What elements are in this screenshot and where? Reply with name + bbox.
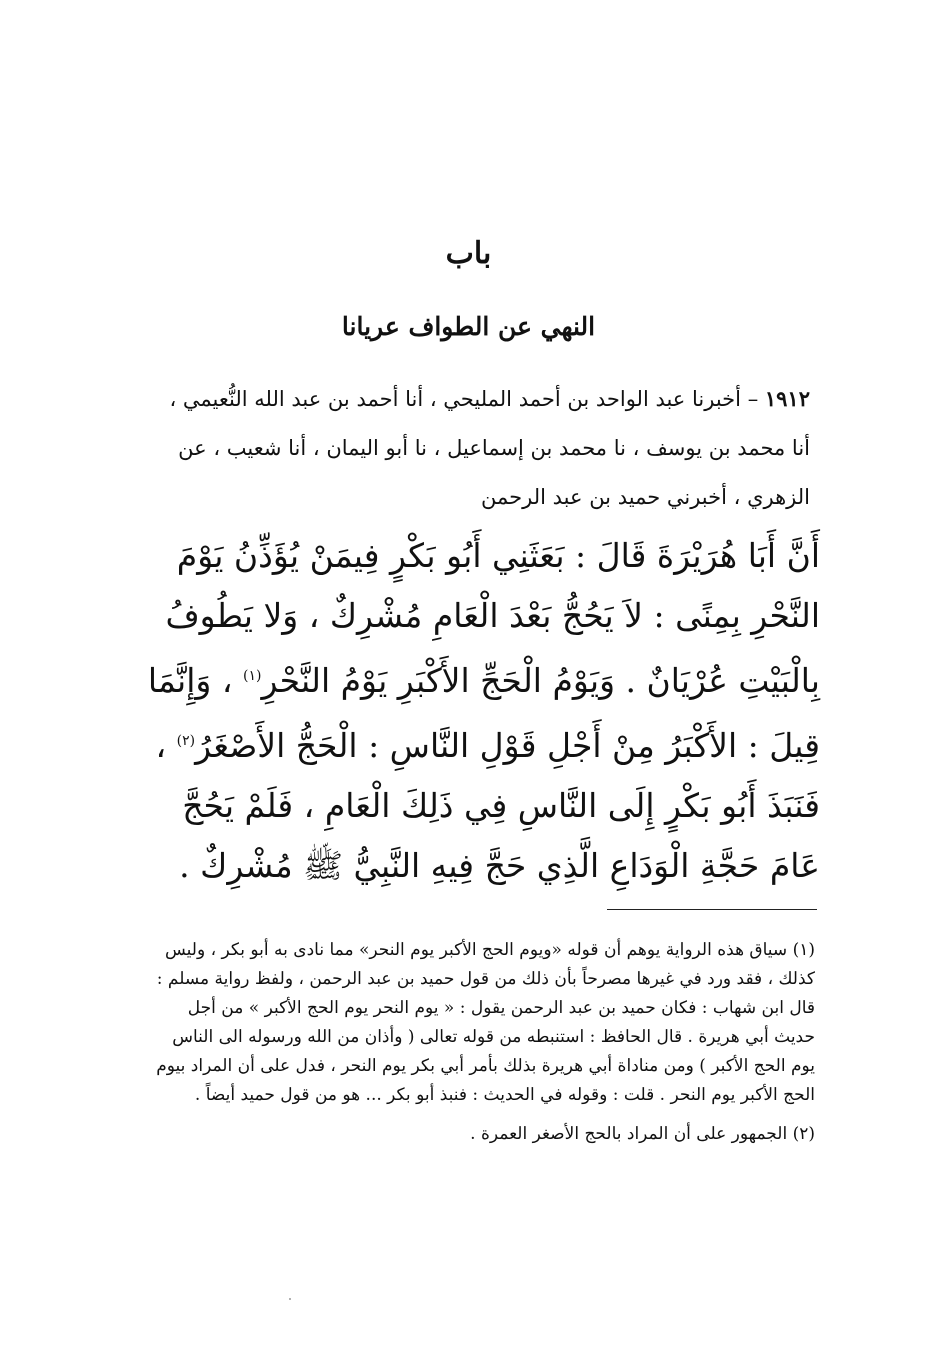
footnote-divider xyxy=(607,909,817,910)
hadith-text-part-1: أَنَّ أَبَا هُرَيْرَةَ قَالَ : بَعَثَنِي أَبُو بَكْرٍ فِيمَنْ يُؤَذِّنُ يَوْمَ النَّحْرِ بِمِنًى : لاَ يَحُجُّ بَعْدَ الْعَامِ مُشْرِكٌ ، وَلا يَطُوفُ بِالْبَيْتِ عُرْيَانٌ . وَيَوْمُ الْحَجِّ الأَكْبَرِ يَوْمُ النَّحْرِ xyxy=(165,536,820,700)
page-speck xyxy=(289,1298,291,1300)
hadith-text-part-3: ، فَنَبَذَ أَبُو بَكْرٍ إِلَى النَّاسِ فِي ذَلِكَ الْعَامِ ، فَلَمْ يَحُجَّ عَامَ حَجَّةِ الْوَدَاعِ الَّذِي حَجَّ فِيهِ النَّبِيُّ ﷺ مُشْرِكٌ . xyxy=(155,726,820,885)
hadith-number-dash: – xyxy=(741,387,765,411)
footnote-1: (١) سياق هذه الرواية يوهم أن قوله «ويوم الحج الأكبر يوم النحر» مما نادى به أبو بكر ، وليس كذلك ، فقد ورد في غيرها مصرحاً بأن ذلك من قول حميد بن عبد الرحمن ، ولفظ رواية مسلم : قال ابن شهاب : فكان حميد بن عبد الرحمن يقول : « يوم النحر يوم الحج الأكبر » من أجل حديث أبي هريرة . قال الحافظ : استنبطه من قوله تعالى ( وأذان من الله ورسوله الى الناس يوم الحج الأكبر ) ومن مناداة أبي هريرة بذلك بأمر أبي بكر يوم النحر ، فدل على أن المراد بيوم الحج الأكبر يوم النحر . قلت : وقوله في الحديث : فنبذ أبو بكر ... هو من قول حميد أيضاً . xyxy=(156,940,815,1105)
chapter-title: النهي عن الطواف عريانا xyxy=(341,312,596,341)
footnote-2: (٢) الجمهور على أن المراد بالحج الأصغر العمرة . xyxy=(470,1124,815,1144)
footnote-ref-2: (٢) xyxy=(176,733,196,749)
isnad-text: أخبرنا عبد الواحد بن أحمد المليحي ، أنا أحمد بن عبد الله النُّعيمي ، أنا محمد بن يوسف ، نا محمد بن إسماعيل ، نا أبو اليمان ، أنا شعيب ، عن الزهري ، أخبرني حميد بن عبد الرحمن xyxy=(169,387,810,509)
hadith-text xyxy=(140,526,820,896)
hadith-number: ١٩١٢ xyxy=(764,386,810,411)
footnote-ref-1: (١) xyxy=(242,668,262,684)
hadith-text-part-2: ، وَإِنَّمَا قِيلَ : الأَكْبَرُ مِنْ أَجْلِ قَوْلِ النَّاسِ : الْحَجُّ الأَصْغَرُ xyxy=(147,661,820,765)
chapter-label: باب xyxy=(445,236,492,271)
footnotes xyxy=(150,936,815,1149)
isnad-paragraph xyxy=(150,374,810,522)
